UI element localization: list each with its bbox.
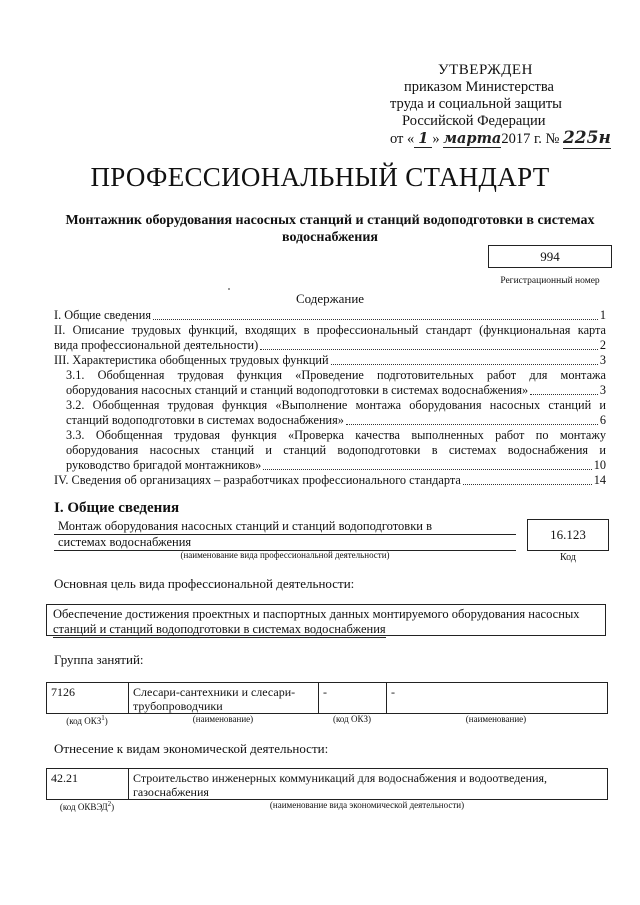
scan-speck (228, 288, 230, 290)
toc-item-text: IV. Сведения об организациях – разработчиках профессионального стандарта (54, 473, 461, 487)
approval-line-2: приказом Министерства (404, 79, 554, 95)
activity-line-1: Монтаж оборудования насосных станций и станций водоподготовки в (54, 519, 516, 535)
toc-item-page: 10 (593, 458, 606, 472)
toc-item-text: II. Описание трудовых функций, входящих в профессиональный стандарт (функциональная карта (54, 323, 606, 337)
okved-caption-end: ) (111, 802, 115, 812)
okz-caption-1 (46, 714, 128, 726)
date-mid: » (432, 131, 444, 147)
okz-name-1-line-2: трубопроводчики (133, 699, 223, 713)
okved-name-line-1: Строительство инженерных коммуникаций для водоснабжения и водоотведения, (133, 771, 548, 785)
toc-item-3-2[interactable] (66, 398, 606, 428)
okved-caption (46, 800, 128, 812)
toc-item-1[interactable] (54, 308, 606, 323)
okz-name-2: - (391, 685, 395, 699)
econ-label: Отнесение к видам экономической деятельности: (54, 741, 329, 756)
toc-item-3-1[interactable] (66, 368, 606, 398)
section-heading: I. Общие сведения (54, 500, 180, 516)
toc-item-page: 3 (599, 353, 606, 367)
okved-caption-text: (код ОКВЭД (59, 802, 108, 812)
occupation-group-table (46, 682, 608, 714)
toc-item-text: III. Характеристика обобщенных трудовых функций (54, 353, 329, 367)
activity-caption: (наименование вида профессиональной деятельности) (180, 550, 390, 560)
activity-name (54, 519, 516, 551)
okved-name-caption: (наименование вида экономической деятельности) (269, 800, 465, 810)
toc-heading: Содержание (295, 291, 365, 306)
toc-item-page: 14 (593, 473, 606, 487)
okved-code: 42.21 (47, 769, 129, 799)
okz-caption-text: (код ОКЗ (66, 716, 102, 726)
toc-item-3[interactable] (54, 353, 606, 368)
okz-caption-2: (код ОКЗ) (333, 714, 371, 724)
okved-name-line-2: газоснабжения (133, 785, 209, 799)
date-prefix: от « (390, 131, 415, 147)
toc-item-text: вида профессиональной деятельности) (54, 338, 259, 352)
toc-item-text: 3.3. Обобщенная трудовая функция «Проверка качества выполненных работ по монтажу (66, 428, 606, 442)
toc-item-text: руководство бригадой монтажников» (66, 458, 262, 472)
okz-name-1 (129, 683, 319, 713)
date-month: марта (443, 130, 502, 147)
toc-item-page: 6 (599, 413, 606, 427)
toc-item-text: 3.2. Обобщенная трудовая функция «Выполнение монтажа оборудования насосных станций и (66, 398, 606, 412)
toc-item-text: I. Общие сведения (54, 308, 151, 322)
okz-code-1: 7126 (47, 683, 129, 713)
date-day: 1 (414, 130, 432, 148)
goal-text-line-1: Обеспечение достижения проектных и паспортных данных монтируемого оборудования насосных (53, 607, 580, 621)
date-year: 2017 г. № (501, 131, 560, 147)
toc-item-3-3[interactable] (66, 428, 606, 473)
order-number: 225н (562, 128, 611, 148)
okz-name-caption-2: (наименование) (465, 714, 527, 724)
group-label: Группа занятий: (54, 652, 144, 667)
goal-box (46, 604, 606, 636)
footnote-1-marker: 1 (101, 714, 105, 722)
okz-name-caption-1: (наименование) (192, 714, 254, 724)
okz-code-2: - (319, 683, 387, 713)
activity-line-2: системах водоснабжения (54, 535, 516, 551)
toc-item-page: 3 (599, 383, 606, 397)
document-title: ПРОФЕССИОНАЛЬНЫЙ СТАНДАРТ (90, 162, 550, 192)
okz-name-1-line-1: Слесари-сантехники и слесари- (133, 685, 296, 699)
approval-title: УТВЕРЖДЕН (438, 62, 533, 78)
okved-name (129, 769, 607, 799)
okz-caption-end: ) (104, 716, 108, 726)
approval-line-3: труда и социальной защиты (390, 96, 562, 112)
registration-number-box: 994 (488, 245, 612, 268)
toc-item-text: станций водоподготовки в системах водоснабжения» (66, 413, 344, 427)
econ-activity-table (46, 768, 608, 800)
approval-block (390, 62, 620, 148)
toc-item-text: оборудования насосных станций и станций водоподготовки в системах водоснабжения» (66, 383, 529, 397)
approval-line-4: Российской Федерации (402, 113, 546, 129)
approval-date-line (390, 130, 620, 148)
activity-code-box: 16.123 (527, 519, 609, 551)
toc-item-2[interactable] (54, 323, 606, 353)
toc-item-text: оборудования насосных станций и станций водоподготовки в системах водоснабжения и (66, 443, 606, 457)
footnote-2-marker: 2 (107, 800, 112, 808)
toc-item-page: 1 (599, 308, 606, 322)
toc-item-4[interactable] (54, 473, 606, 488)
code-caption: Код (560, 552, 576, 563)
goal-text-line-2: станций и станций водоподготовки в системах водоснабжения (53, 622, 386, 636)
goal-label: Основная цель вида профессиональной деятельности: (54, 576, 355, 591)
toc-item-page: 2 (599, 338, 606, 352)
registration-caption: Регистрационный номер (500, 276, 600, 286)
toc-item-text: 3.1. Обобщенная трудовая функция «Проведение подготовительных работ для монтажа (66, 368, 606, 382)
document-subtitle: Монтажник оборудования насосных станций и станций водоподготовки в системах водоснабжения (65, 213, 595, 245)
